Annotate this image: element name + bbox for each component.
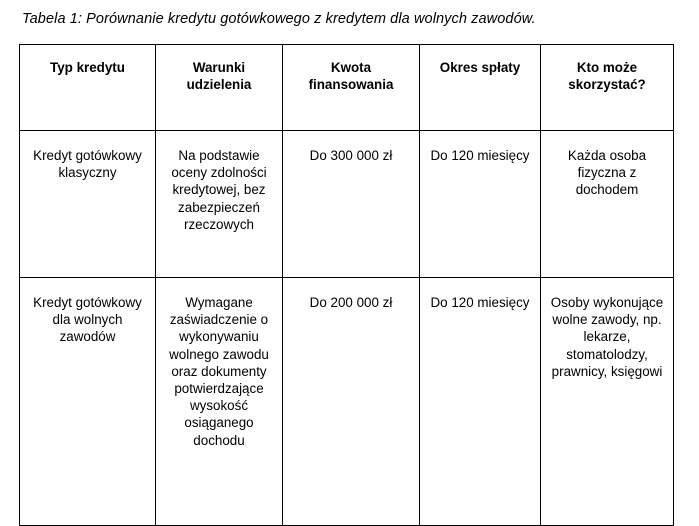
cell-value: Do 120 miesięcy [430, 148, 530, 163]
column-header-label: Typ kredytu [50, 60, 125, 75]
table-body [20, 131, 674, 526]
column-header-label: Kwota finansowania [308, 60, 394, 93]
cell-typ-kredytu [20, 131, 156, 278]
table-row [20, 278, 674, 526]
column-header-okres-splaty [420, 45, 541, 131]
cell-okres-splaty [420, 131, 541, 278]
cell-typ-kredytu [20, 278, 156, 526]
cell-value: Kredyt gotówkowy klasyczny [33, 148, 142, 181]
column-header-kto-moze-skorzystac [541, 45, 674, 131]
cell-value: Osoby wykonujące wolne zawody, np. lekarze, stomatolodzy, prawnicy, księgowi [550, 295, 664, 379]
column-header-typ-kredytu [20, 45, 156, 131]
column-header-label: Warunki udzielenia [186, 60, 252, 93]
table-header-row [20, 45, 674, 131]
cell-kwota-finansowania [283, 278, 420, 526]
column-header-label: Okres spłaty [439, 60, 521, 75]
column-header-kwota-finansowania [283, 45, 420, 131]
comparison-table-container [19, 44, 673, 526]
table-row [20, 131, 674, 278]
table-header [20, 45, 674, 131]
cell-kwota-finansowania [283, 131, 420, 278]
cell-kto-moze-skorzystac [541, 131, 674, 278]
cell-value: Na podstawie oceny zdolności kredytowej, bez zabezpieczeń rzeczowych [171, 148, 267, 232]
cell-value: Kredyt gotówkowy dla wolnych zawodów [33, 295, 142, 345]
table-caption: Tabela 1: Porównanie kredytu gotówkowego z kredytem dla wolnych zawodów. [22, 11, 536, 27]
cell-value: Do 200 000 zł [309, 295, 393, 310]
cell-warunki-udzielenia [156, 278, 283, 526]
cell-value: Każda osoba fizyczna z dochodem [567, 148, 647, 198]
cell-warunki-udzielenia [156, 131, 283, 278]
cell-value: Do 300 000 zł [309, 148, 393, 163]
cell-kto-moze-skorzystac [541, 278, 674, 526]
column-header-warunki-udzielenia [156, 45, 283, 131]
credit-comparison-table [19, 44, 674, 526]
cell-value: Wymagane zaświadczenie o wykonywaniu wolnego zawodu oraz dokumenty potwierdzające wysokość osiąganego dochodu [169, 295, 269, 448]
cell-okres-splaty [420, 278, 541, 526]
column-header-label: Kto może skorzystać? [568, 60, 646, 93]
cell-value: Do 120 miesięcy [430, 295, 530, 310]
